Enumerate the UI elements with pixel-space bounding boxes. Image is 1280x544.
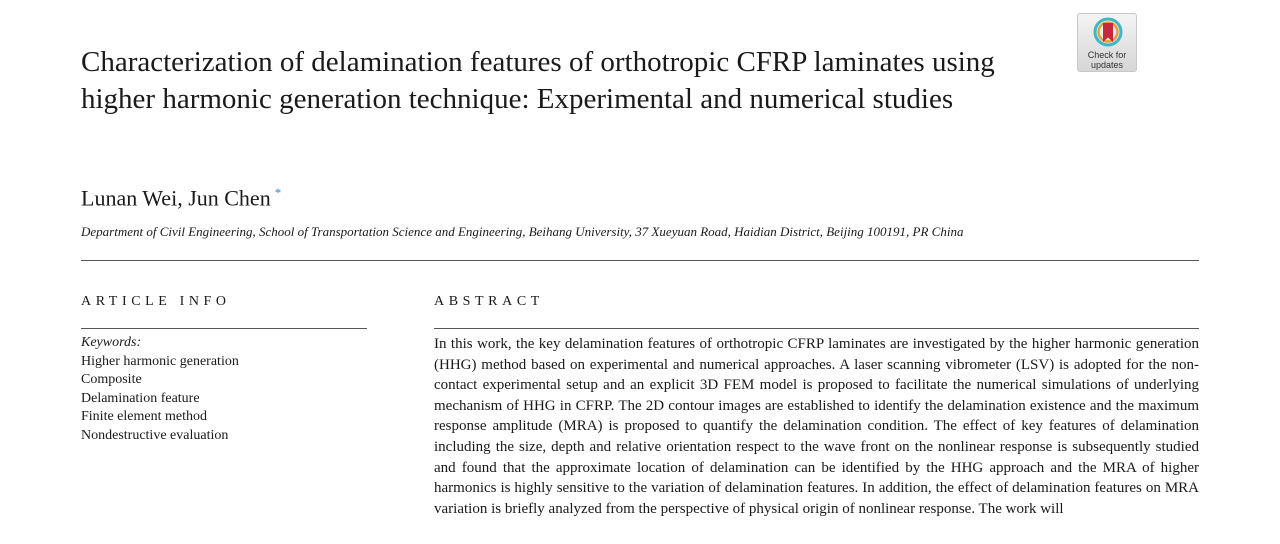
author-name[interactable]: Lunan Wei	[81, 185, 178, 211]
article-info-heading: ARTICLE INFO	[81, 294, 231, 309]
badge-label	[1078, 51, 1136, 70]
author-name[interactable]: Jun Chen	[188, 185, 271, 211]
keywords-block	[81, 334, 239, 445]
affiliation: Department of Civil Engineering, School of Transportation Science and Engineering, Beihang University, 37 Xueyuan Road, Haidian District, Beijing 100191, PR China	[81, 224, 964, 239]
header-divider	[81, 260, 1199, 261]
abstract-text: In this work, the key delamination features of orthotropic CFRP laminates are investigated by the higher harmonic generation (HHG) method based on experimental and numerical approaches. A laser scanning vibrometer (LSV) is adopted for the non-contact experimental setup and an explicit 3D FEM model is proposed to facilitate the numerical simulations of underlying mechanism of HHG in CFRP. The 2D contour images are established to identify the delamination existence and the maximum response amplitude (MRA) is proposed to quantify the delamination condition. The effect of key features of delamination including the size, depth and relative orientation respect to the wave front on the nonlinear response is subsequently studied and found that the approximate location of delamination can be identified by the HHG approach and the MRA of higher harmonics is highly sensitive to the variation of delamination features. In addition, the effect of delamination features on MRA variation is briefly analyzed from the perspective of physical origin of nonlinear response. The work will	[434, 336, 1199, 517]
author-separator: ,	[177, 185, 189, 211]
corresponding-author-mark[interactable]: *	[274, 185, 282, 200]
keyword-item: Higher harmonic generation	[81, 353, 239, 369]
article-info-divider	[81, 328, 367, 329]
keyword-item: Nondestructive evaluation	[81, 427, 229, 443]
badge-line1: Check for	[1087, 50, 1127, 60]
keyword-item: Finite element method	[81, 409, 207, 424]
check-for-updates-badge[interactable]	[1077, 13, 1137, 72]
paper-title: Characterization of delamination features of orthotropic CFRP laminates using higher harmonic generation technique: Experimental and numerical studies	[81, 46, 995, 115]
abstract-divider	[434, 328, 1199, 329]
keywords-label: Keywords:	[81, 335, 142, 350]
abstract-heading: ABSTRACT	[434, 294, 544, 309]
badge-line2: updates	[1090, 59, 1124, 70]
check-for-updates-icon	[1093, 17, 1123, 49]
author-list	[81, 178, 281, 213]
keyword-item: Composite	[81, 372, 142, 387]
keyword-item: Delamination feature	[81, 390, 200, 406]
